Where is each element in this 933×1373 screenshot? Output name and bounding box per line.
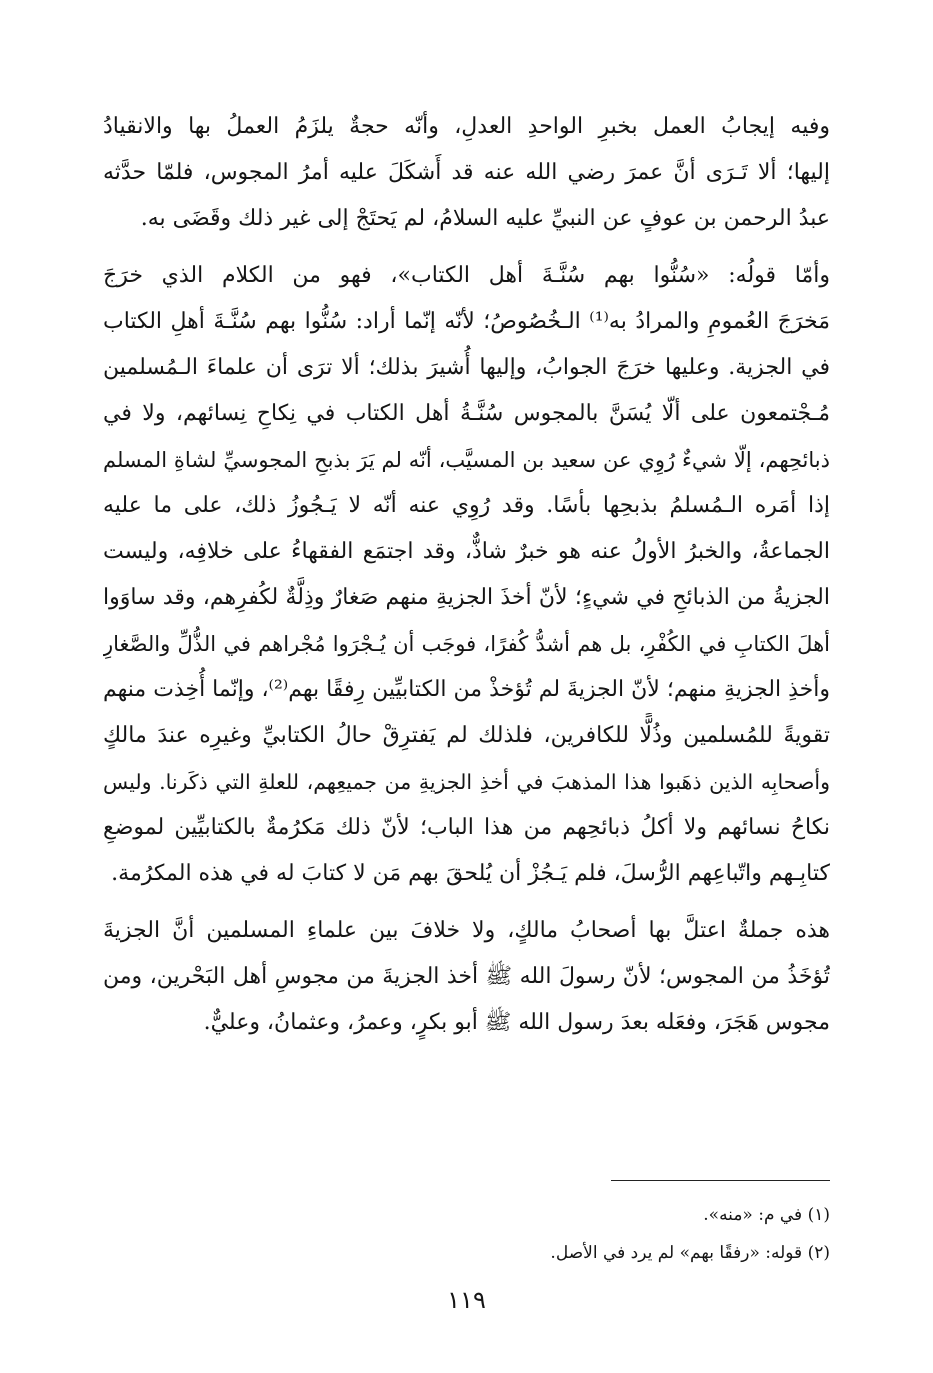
text-line: إليها؛ ألا تَـرَى أنَّ عمرَ رضي الله عنه قد أَشكَلَ عليه أمرُ المجوس، فلمّا حدَّثه: [103, 160, 830, 185]
body-text: [103, 104, 830, 1046]
paragraph-gap: [103, 242, 830, 253]
paragraph-1: [103, 104, 830, 242]
text-line: الجزيةُ من الذبائحِ في شيءٍ؛ لأنّ أخذَ الجزيةِ منهم صَغارٌ وذِلَّةٌ لكُفرِهم، وقد ساوَوا: [103, 585, 830, 610]
text-line: كتابِـهم واتّباعِهم الرُّسلَ، فلم يَـجُزْ أن يُلحقَ بهم مَن لا كتابَ له في هذه المكرُمة.: [111, 861, 830, 886]
footnotes: [103, 1196, 830, 1272]
text-line: ذبائحِهم، إلّا شيءٌ رُوِي عن سعيد بن المسيَّب، أنّه لم يَرَ بذبحِ المجوسيِّ لشاةِ المسلم: [103, 448, 830, 472]
paragraph-2: [103, 253, 830, 897]
text-line: عبدُ الرحمن بن عوفٍ عن النبيِّ عليه السلامُ، لم يَحتَجْ إلى غير ذلك وقَضَى به.: [140, 206, 830, 231]
text-line: تقويةً للمُسلمين وذُلًّا للكافرين، فلذلك لم يَفترِقْ حالُ الكتابيِّ وغيرِه عندَ مالكٍ: [103, 723, 830, 748]
text-line: مجوس هَجَرَ، وفعَله بعدَ رسول الله ﷺ أبو بكرٍ، وعمرُ، وعثمانُ، وعليٌّ.: [203, 1010, 830, 1035]
footnote-2: (٢) قوله: «رفقًا بهم» لم يرد في الأصل.: [550, 1243, 830, 1263]
text-line: هذه جملةٌ اعتلَّ بها أصحابُ مالكٍ، ولا خلافَ بين علماءِ المسلمين أنَّ الجزيةَ: [103, 918, 830, 943]
footnote-separator: [611, 1180, 830, 1181]
text-line: إذا أمَره الـمُسلمُ بذبحِها بأسًا. وقد رُوِي عنه أنّه لا يَـجُوزُ ذلك، على ما عليه: [103, 493, 830, 518]
text-line: وأمّا قولُه: «سُنُّوا بهم سُنَّـةَ أهل الكتاب»، فهو من الكلام الذي خرَجَ: [103, 263, 830, 288]
page-number: ١١٩: [447, 1286, 486, 1314]
text-line: في الجزية. وعليها خرَجَ الجوابُ، وإليها أُشيرَ بذلك؛ ألا ترَى أن علماءَ الـمُسلمين: [103, 355, 830, 380]
text-line: تُؤخَذُ من المجوس؛ لأنّ رسولَ الله ﷺ أخذ الجزيةَ من مجوسِ أهل البَحْرين، ومن: [103, 964, 830, 989]
paragraph-3: [103, 908, 830, 1046]
text-line: الجماعةُ، والخبرُ الأولُ عنه هو خبرٌ شاذٌّ، وقد اجتمَع الفقهاءُ على خلافِه، وليست: [103, 539, 830, 564]
paragraph-gap: [103, 897, 830, 908]
footnote-1: (١) في م: «منه».: [703, 1205, 830, 1225]
text-line: مُـجْتمعون على ألّا يُسَنَّ بالمجوس سُنَّـةُ أهل الكتاب في نِكاحِ نِسائهم، ولا في: [103, 401, 830, 426]
text-line: أهلَ الكتابِ في الكُفْرِ، بل هم أشدُّ كُفرًا، فوجَب أن يُـجْرَوا مُجْراهم في الذُّلِّ والصَّغارِ: [103, 632, 830, 656]
text-line: مَخرَجَ العُمومِ والمرادُ به⁽¹⁾ الـخُصُوصُ؛ لأنّه إنّما أراد: سُنُّوا بهم سُنَّـةَ أهلِ الكتاب: [103, 309, 830, 334]
text-line: وفيه إيجابُ العمل بخبرِ الواحدِ العدلِ، وأنّه حجةٌ يلزَمُ العملُ بها والانقيادُ: [103, 114, 830, 139]
text-line: وأصحابِه الذين ذهَبوا هذا المذهبَ في أخذِ الجزيةِ من جميعِهم، للعلةِ التي ذكَرنا. وليس: [103, 770, 830, 794]
text-line: نكاحُ نسائهم ولا أكلُ ذبائحِهم من هذا الباب؛ لأنّ ذلك مَكرُمةٌ بالكتابيِّين لموضعِ: [103, 815, 830, 840]
text-line: وأخذِ الجزيةِ منهم؛ لأنّ الجزيةَ لم تُؤخذْ من الكتابيِّين رِفقًا بهم⁽²⁾، وإنّما أُخِذت منهم: [103, 677, 830, 702]
